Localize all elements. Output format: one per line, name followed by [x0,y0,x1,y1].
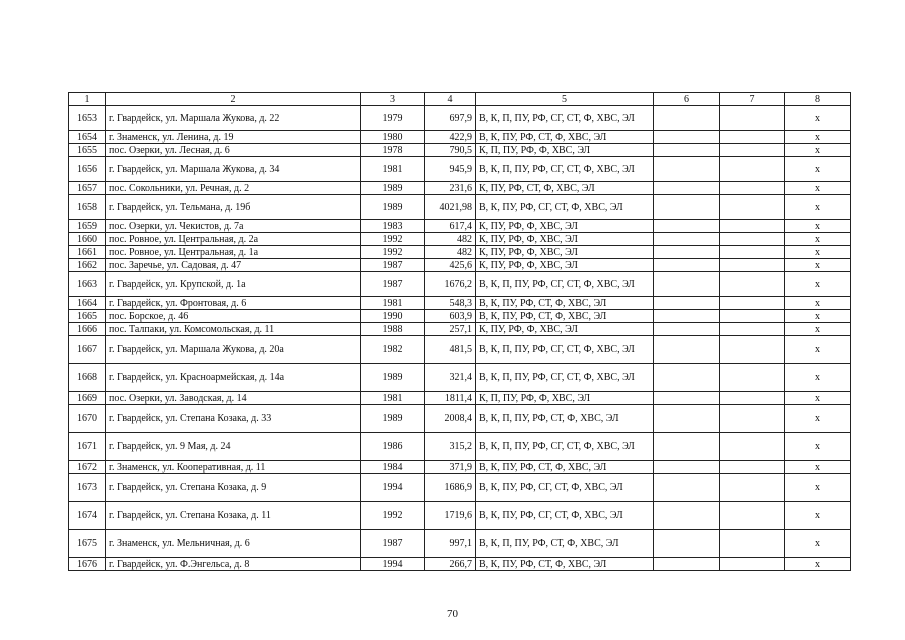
cell-utilities: В, К, П, ПУ, РФ, СГ, СТ, Ф, ХВС, ЭЛ [476,433,654,461]
cell-col-6 [654,392,720,405]
cell-area: 425,6 [425,259,476,272]
cell-year: 1986 [361,433,425,461]
cell-col-8: х [785,530,851,558]
cell-address: г. Гвардейск, ул. Крупской, д. 1а [106,272,361,297]
cell-year: 1992 [361,246,425,259]
table-row [69,502,851,530]
cell-address: г. Гвардейск, ул. Фронтовая, д. 6 [106,297,361,310]
cell-row-number: 1663 [69,272,106,297]
cell-row-number: 1654 [69,131,106,144]
cell-area: 422,9 [425,131,476,144]
cell-area: 617,4 [425,220,476,233]
cell-row-number: 1674 [69,502,106,530]
cell-year: 1987 [361,259,425,272]
cell-utilities: К, П, ПУ, РФ, Ф, ХВС, ЭЛ [476,392,654,405]
cell-area: 2008,4 [425,405,476,433]
table-row [69,220,851,233]
cell-col-6 [654,336,720,364]
cell-col-6 [654,502,720,530]
cell-row-number: 1659 [69,220,106,233]
cell-year: 1981 [361,157,425,182]
cell-col-6 [654,106,720,131]
cell-col-7 [720,144,785,157]
cell-area: 997,1 [425,530,476,558]
cell-col-7 [720,157,785,182]
cell-col-6 [654,157,720,182]
cell-col-6 [654,558,720,571]
cell-row-number: 1658 [69,195,106,220]
cell-col-7 [720,310,785,323]
table-row [69,157,851,182]
cell-col-8: х [785,220,851,233]
cell-address: пос. Ровное, ул. Центральная, д. 2а [106,233,361,246]
cell-utilities: К, ПУ, РФ, Ф, ХВС, ЭЛ [476,233,654,246]
table-row [69,310,851,323]
cell-row-number: 1666 [69,323,106,336]
table-row [69,530,851,558]
cell-area: 482 [425,246,476,259]
cell-utilities: К, ПУ, РФ, СТ, Ф, ХВС, ЭЛ [476,182,654,195]
cell-col-8: х [785,405,851,433]
cell-col-8: х [785,433,851,461]
header-col-2: 2 [106,93,361,106]
table-row [69,392,851,405]
header-col-3: 3 [361,93,425,106]
cell-row-number: 1671 [69,433,106,461]
cell-year: 1990 [361,310,425,323]
cell-col-6 [654,364,720,392]
cell-utilities: В, К, П, ПУ, РФ, СГ, СТ, Ф, ХВС, ЭЛ [476,364,654,392]
cell-area: 1676,2 [425,272,476,297]
cell-col-6 [654,405,720,433]
cell-col-6 [654,433,720,461]
cell-col-6 [654,310,720,323]
cell-address: г. Гвардейск, ул. Степана Козака, д. 11 [106,502,361,530]
cell-area: 1811,4 [425,392,476,405]
cell-utilities: В, К, ПУ, РФ, СТ, Ф, ХВС, ЭЛ [476,297,654,310]
cell-col-6 [654,195,720,220]
header-col-1: 1 [69,93,106,106]
cell-utilities: В, К, ПУ, РФ, СГ, СТ, Ф, ХВС, ЭЛ [476,195,654,220]
table-row [69,297,851,310]
cell-row-number: 1656 [69,157,106,182]
cell-year: 1992 [361,502,425,530]
cell-col-7 [720,474,785,502]
cell-area: 321,4 [425,364,476,392]
table-row [69,246,851,259]
cell-row-number: 1662 [69,259,106,272]
cell-year: 1979 [361,106,425,131]
cell-col-7 [720,336,785,364]
cell-area: 371,9 [425,461,476,474]
cell-col-6 [654,474,720,502]
table-row [69,474,851,502]
cell-utilities: В, К, П, ПУ, РФ, СГ, СТ, Ф, ХВС, ЭЛ [476,106,654,131]
cell-address: г. Гвардейск, ул. Маршала Жукова, д. 34 [106,157,361,182]
cell-col-8: х [785,297,851,310]
cell-col-8: х [785,310,851,323]
cell-col-8: х [785,364,851,392]
cell-area: 482 [425,233,476,246]
cell-utilities: В, К, П, ПУ, РФ, СГ, СТ, Ф, ХВС, ЭЛ [476,272,654,297]
cell-col-6 [654,144,720,157]
cell-area: 231,6 [425,182,476,195]
table-row [69,106,851,131]
cell-row-number: 1665 [69,310,106,323]
cell-row-number: 1675 [69,530,106,558]
cell-col-8: х [785,131,851,144]
table-row [69,272,851,297]
cell-col-7 [720,530,785,558]
cell-row-number: 1653 [69,106,106,131]
cell-area: 4021,98 [425,195,476,220]
cell-utilities: В, К, П, ПУ, РФ, СТ, Ф, ХВС, ЭЛ [476,530,654,558]
cell-address: г. Гвардейск, ул. Тельмана, д. 19б [106,195,361,220]
cell-col-8: х [785,144,851,157]
cell-row-number: 1661 [69,246,106,259]
cell-col-8: х [785,157,851,182]
cell-year: 1987 [361,530,425,558]
cell-area: 266,7 [425,558,476,571]
cell-col-7 [720,297,785,310]
cell-row-number: 1676 [69,558,106,571]
cell-col-8: х [785,336,851,364]
cell-year: 1988 [361,323,425,336]
table-row [69,405,851,433]
cell-area: 548,3 [425,297,476,310]
cell-col-6 [654,272,720,297]
cell-col-6 [654,182,720,195]
cell-col-7 [720,405,785,433]
cell-col-7 [720,246,785,259]
cell-year: 1989 [361,182,425,195]
table-row [69,558,851,571]
cell-col-6 [654,259,720,272]
cell-col-6 [654,297,720,310]
table-row [69,323,851,336]
cell-area: 603,9 [425,310,476,323]
cell-address: пос. Озерки, ул. Лесная, д. 6 [106,144,361,157]
cell-area: 257,1 [425,323,476,336]
cell-row-number: 1672 [69,461,106,474]
cell-address: г. Гвардейск, ул. Ф.Энгельса, д. 8 [106,558,361,571]
table-header-row [69,93,851,106]
cell-address: пос. Озерки, ул. Заводская, д. 14 [106,392,361,405]
cell-col-8: х [785,392,851,405]
cell-col-7 [720,195,785,220]
cell-col-6 [654,131,720,144]
cell-address: г. Знаменск, ул. Ленина, д. 19 [106,131,361,144]
cell-year: 1981 [361,297,425,310]
cell-year: 1983 [361,220,425,233]
cell-address: пос. Талпаки, ул. Комсомольская, д. 11 [106,323,361,336]
cell-col-8: х [785,195,851,220]
cell-year: 1984 [361,461,425,474]
header-col-8: 8 [785,93,851,106]
header-col-7: 7 [720,93,785,106]
cell-col-7 [720,220,785,233]
cell-col-8: х [785,233,851,246]
cell-col-8: х [785,272,851,297]
cell-col-7 [720,392,785,405]
cell-col-7 [720,259,785,272]
housing-table [68,92,851,571]
cell-utilities: В, К, ПУ, РФ, СТ, Ф, ХВС, ЭЛ [476,558,654,571]
cell-area: 697,9 [425,106,476,131]
cell-year: 1994 [361,474,425,502]
cell-utilities: В, К, П, ПУ, РФ, СТ, Ф, ХВС, ЭЛ [476,405,654,433]
cell-utilities: В, К, ПУ, РФ, СТ, Ф, ХВС, ЭЛ [476,461,654,474]
table-body [69,106,851,571]
cell-area: 481,5 [425,336,476,364]
cell-address: г. Гвардейск, ул. Степана Козака, д. 33 [106,405,361,433]
cell-address: пос. Ровное, ул. Центральная, д. 1а [106,246,361,259]
cell-address: г. Гвардейск, ул. Маршала Жукова, д. 20а [106,336,361,364]
cell-utilities: К, ПУ, РФ, Ф, ХВС, ЭЛ [476,259,654,272]
cell-year: 1978 [361,144,425,157]
cell-address: г. Знаменск, ул. Мельничная, д. 6 [106,530,361,558]
cell-address: г. Гвардейск, ул. Маршала Жукова, д. 22 [106,106,361,131]
header-col-6: 6 [654,93,720,106]
cell-utilities: В, К, ПУ, РФ, СГ, СТ, Ф, ХВС, ЭЛ [476,474,654,502]
table-row [69,433,851,461]
table-row [69,182,851,195]
cell-area: 790,5 [425,144,476,157]
cell-col-8: х [785,474,851,502]
cell-row-number: 1667 [69,336,106,364]
cell-col-7 [720,182,785,195]
cell-row-number: 1660 [69,233,106,246]
table-row [69,195,851,220]
cell-col-8: х [785,246,851,259]
cell-row-number: 1669 [69,392,106,405]
cell-year: 1989 [361,364,425,392]
table-row [69,364,851,392]
cell-year: 1982 [361,336,425,364]
cell-address: пос. Борское, д. 46 [106,310,361,323]
cell-area: 945,9 [425,157,476,182]
cell-year: 1981 [361,392,425,405]
cell-col-7 [720,433,785,461]
cell-utilities: В, К, П, ПУ, РФ, СГ, СТ, Ф, ХВС, ЭЛ [476,336,654,364]
cell-col-7 [720,106,785,131]
cell-year: 1987 [361,272,425,297]
cell-row-number: 1670 [69,405,106,433]
table-row [69,233,851,246]
table-row [69,259,851,272]
cell-utilities: К, ПУ, РФ, Ф, ХВС, ЭЛ [476,246,654,259]
cell-address: пос. Озерки, ул. Чекистов, д. 7а [106,220,361,233]
cell-col-7 [720,502,785,530]
cell-col-8: х [785,502,851,530]
cell-utilities: В, К, ПУ, РФ, СГ, СТ, Ф, ХВС, ЭЛ [476,502,654,530]
cell-col-8: х [785,106,851,131]
cell-area: 1719,6 [425,502,476,530]
cell-address: пос. Заречье, ул. Садовая, д. 47 [106,259,361,272]
cell-col-8: х [785,182,851,195]
cell-year: 1989 [361,195,425,220]
cell-year: 1980 [361,131,425,144]
cell-row-number: 1668 [69,364,106,392]
cell-utilities: К, ПУ, РФ, Ф, ХВС, ЭЛ [476,323,654,336]
cell-col-6 [654,530,720,558]
cell-col-8: х [785,558,851,571]
cell-row-number: 1664 [69,297,106,310]
cell-utilities: К, ПУ, РФ, Ф, ХВС, ЭЛ [476,220,654,233]
cell-utilities: В, К, ПУ, РФ, СТ, Ф, ХВС, ЭЛ [476,310,654,323]
cell-year: 1994 [361,558,425,571]
cell-col-7 [720,364,785,392]
header-col-5: 5 [476,93,654,106]
cell-col-6 [654,246,720,259]
cell-col-6 [654,323,720,336]
cell-col-8: х [785,323,851,336]
cell-year: 1989 [361,405,425,433]
cell-utilities: В, К, П, ПУ, РФ, СГ, СТ, Ф, ХВС, ЭЛ [476,157,654,182]
cell-address: г. Гвардейск, ул. Степана Козака, д. 9 [106,474,361,502]
cell-year: 1992 [361,233,425,246]
cell-address: г. Гвардейск, ул. 9 Мая, д. 24 [106,433,361,461]
table-row [69,461,851,474]
cell-col-7 [720,272,785,297]
cell-row-number: 1673 [69,474,106,502]
cell-area: 1686,9 [425,474,476,502]
cell-col-7 [720,323,785,336]
cell-col-7 [720,558,785,571]
table-row [69,144,851,157]
cell-col-7 [720,131,785,144]
header-col-4: 4 [425,93,476,106]
cell-address: пос. Сокольники, ул. Речная, д. 2 [106,182,361,195]
table-row [69,336,851,364]
table-row [69,131,851,144]
cell-col-7 [720,461,785,474]
cell-col-8: х [785,259,851,272]
cell-utilities: В, К, ПУ, РФ, СТ, Ф, ХВС, ЭЛ [476,131,654,144]
cell-address: г. Знаменск, ул. Кооперативная, д. 11 [106,461,361,474]
cell-area: 315,2 [425,433,476,461]
cell-utilities: К, П, ПУ, РФ, Ф, ХВС, ЭЛ [476,144,654,157]
cell-col-6 [654,461,720,474]
cell-address: г. Гвардейск, ул. Красноармейская, д. 14а [106,364,361,392]
page-number: 70 [447,608,458,620]
cell-col-6 [654,233,720,246]
cell-col-8: х [785,461,851,474]
cell-row-number: 1657 [69,182,106,195]
cell-col-7 [720,233,785,246]
cell-col-6 [654,220,720,233]
cell-row-number: 1655 [69,144,106,157]
